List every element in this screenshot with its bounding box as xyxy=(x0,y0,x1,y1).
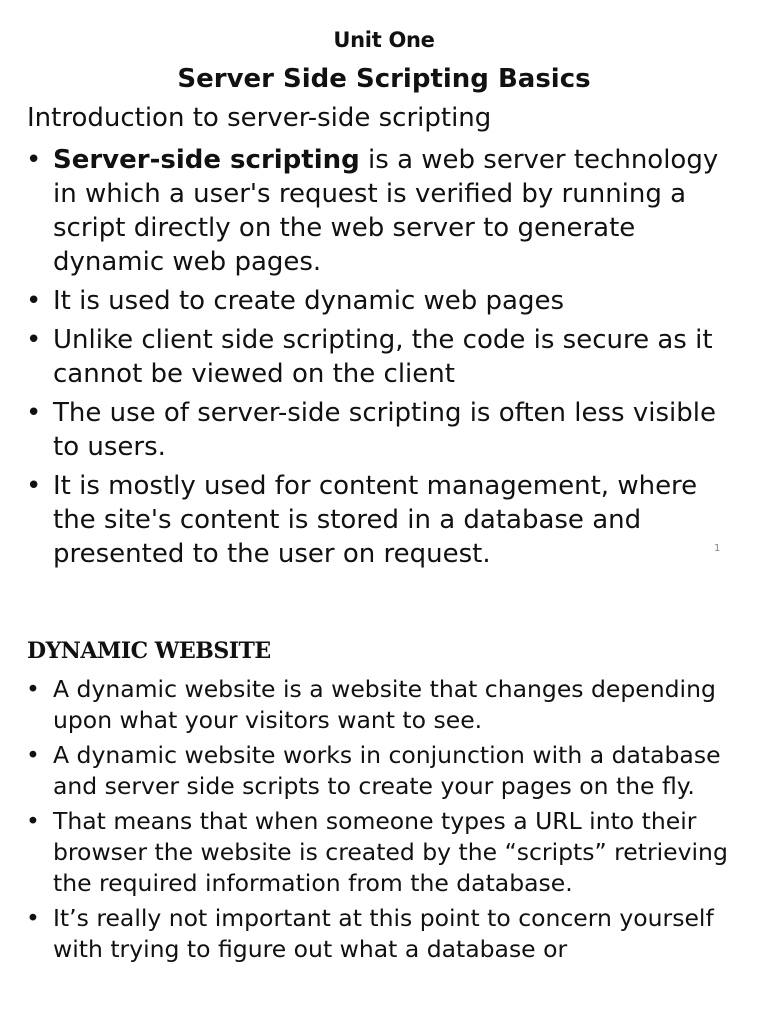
bullet-text: Unlike client side scripting, the code is secure as it cannot be viewed on the client xyxy=(53,325,713,389)
bullet-icon: • xyxy=(26,325,42,355)
bullet-item xyxy=(26,323,746,391)
bullet-text: That means that when someone types a URL into their browser the website is created by the “scripts” retrieving the required information from the database. xyxy=(53,807,728,897)
bullet-item xyxy=(26,903,746,965)
bullet-icon: • xyxy=(26,675,40,703)
bullet-list xyxy=(26,143,746,576)
bullet-text: A dynamic website is a website that changes depending upon what your visitors want to see. xyxy=(53,675,716,734)
bullet-text: It’s really not important at this point to concern yourself with trying to figure out what a database or xyxy=(53,904,714,963)
bullet-icon: • xyxy=(26,904,40,932)
bullet-icon: • xyxy=(26,807,40,835)
page-number: 1 xyxy=(714,543,721,554)
intro-heading: Introduction to server-side scripting xyxy=(27,103,492,133)
bullet-icon: • xyxy=(26,286,42,316)
bullet-icon: • xyxy=(26,741,40,769)
bullet-item xyxy=(26,740,746,802)
bullet-icon: • xyxy=(26,145,42,175)
bullet-text: The use of server-side scripting is often less visible to users. xyxy=(53,398,716,462)
bullet-list xyxy=(26,674,746,969)
slide-dynamic-website xyxy=(0,620,768,1024)
bullet-text: is a web server technology in which a user's request is verified by running a script directly on the web server to generate dynamic web pages. xyxy=(53,145,719,277)
unit-label: Unit One xyxy=(333,28,435,52)
bullet-text: A dynamic website works in conjunction with a database and server side scripts to create your pages on the fly. xyxy=(53,741,721,800)
bullet-item xyxy=(26,674,746,736)
bullet-icon: • xyxy=(26,471,42,501)
bullet-item xyxy=(26,396,746,464)
bullet-item xyxy=(26,284,746,318)
bullet-item xyxy=(26,469,746,571)
bullet-text: It is used to create dynamic web pages xyxy=(53,286,565,316)
section-heading: DYNAMIC WEBSITE xyxy=(27,638,271,664)
bullet-icon: • xyxy=(26,398,42,428)
bullet-bold-term: Server-side scripting xyxy=(53,145,360,175)
bullet-text: It is mostly used for content management, where the site's content is stored in a database and presented to the user on request. xyxy=(53,471,698,569)
bullet-item xyxy=(26,143,746,279)
bullet-item xyxy=(26,806,746,899)
slide-title: Server Side Scripting Basics xyxy=(177,64,591,94)
